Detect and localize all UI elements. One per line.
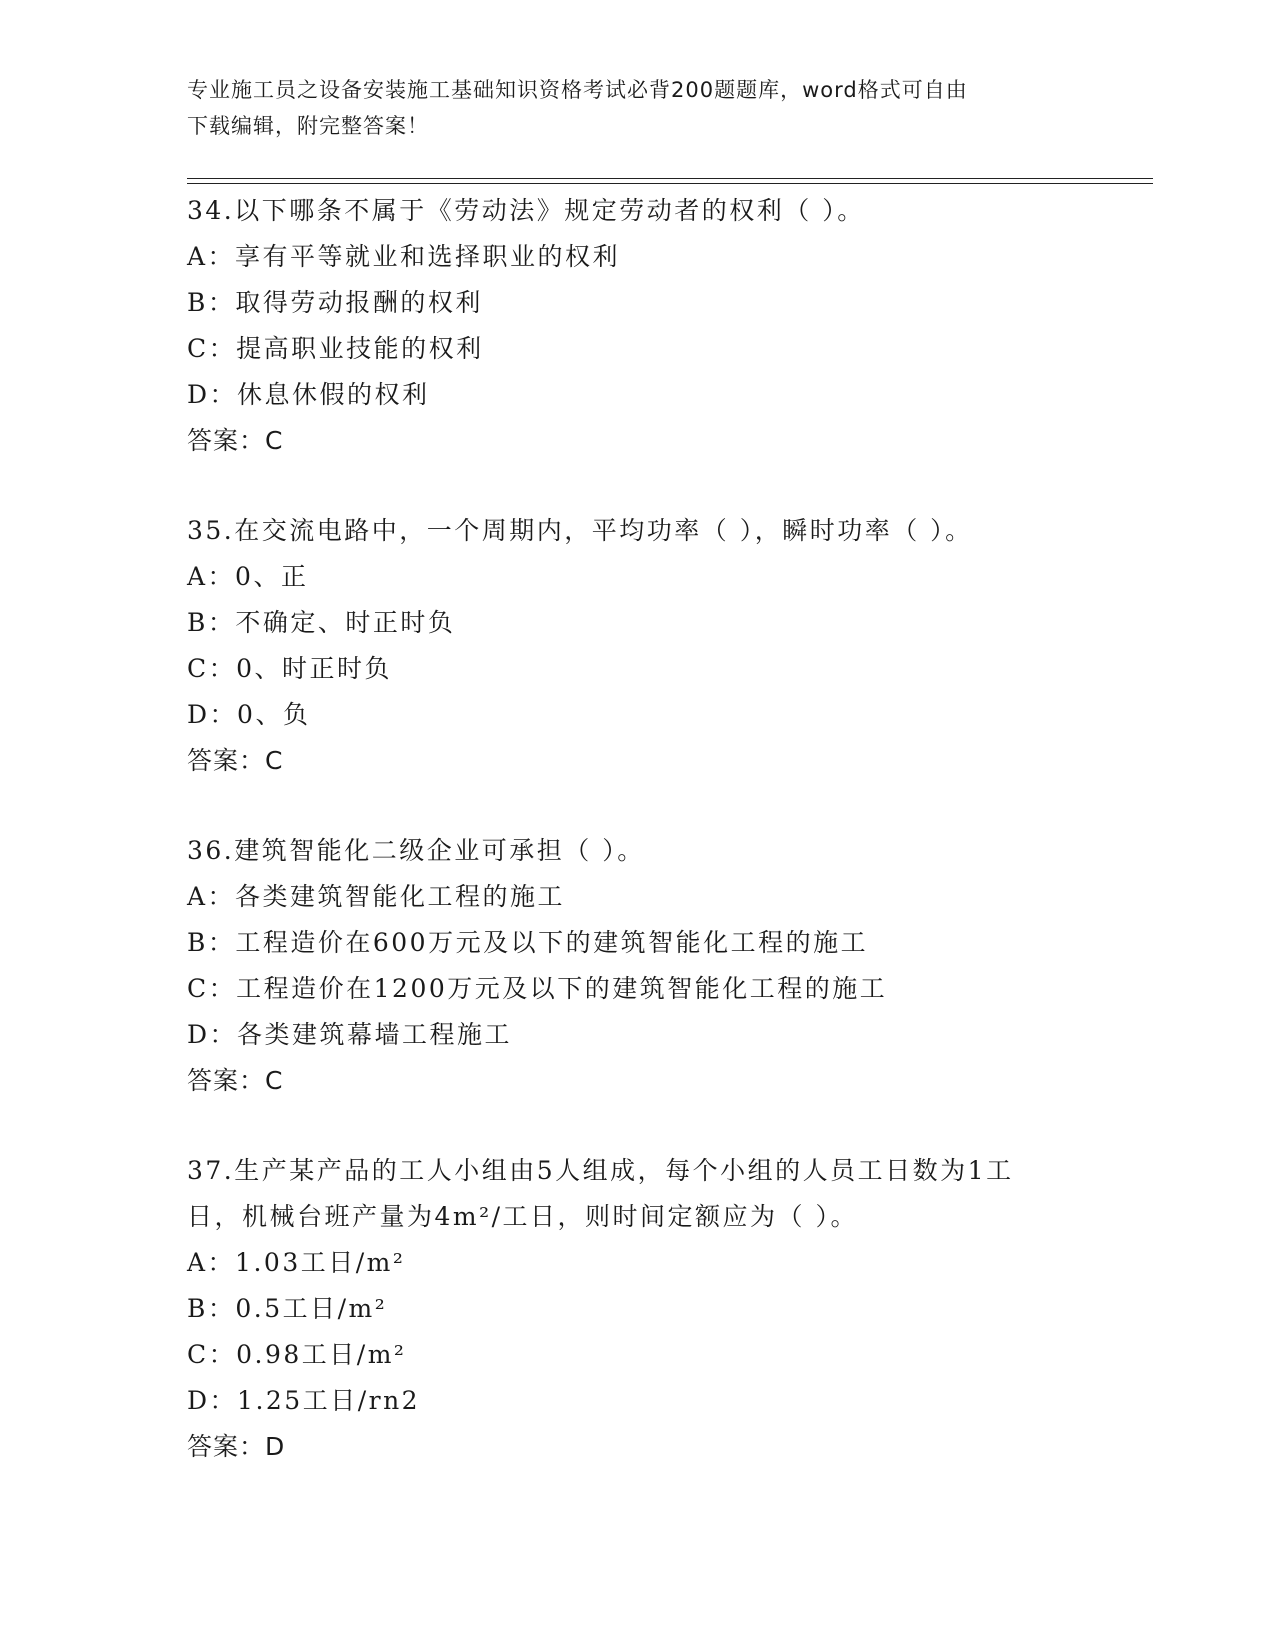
option-a: A：0、正 [187,562,309,591]
answer-text: 答案：C [187,426,284,455]
option-d: D：休息休假的权利 [187,380,430,409]
option-b: B：工程造价在600万元及以下的建筑智能化工程的施工 [187,928,869,957]
option-d: D：0、负 [187,700,311,729]
answer-text: 答案：C [187,1066,284,1095]
question-34 [187,188,1087,464]
option-b: B：不确定、时正时负 [187,608,456,637]
question-36 [187,828,1087,1104]
option-a: A：各类建筑智能化工程的施工 [187,882,566,911]
option-c: C：工程造价在1200万元及以下的建筑智能化工程的施工 [187,974,888,1003]
option-c: C：提高职业技能的权利 [187,334,484,363]
document-header [187,72,1087,144]
option-b: B：取得劳动报酬的权利 [187,288,483,317]
option-c: C：0、时正时负 [187,654,393,683]
question-stem-line-2: 日，机械台班产量为4m²/工日，则时间定额应为（ ）。 [187,1202,859,1231]
option-d: D：各类建筑幕墙工程施工 [187,1020,513,1049]
header-divider-top [187,178,1153,179]
question-35 [187,508,1087,784]
header-title-line-1: 专业施工员之设备安装施工基础知识资格考试必背200题题库，word格式可自由 [187,78,968,102]
header-divider-bottom [187,183,1153,184]
option-c: C：0.98工日/m² [187,1340,407,1369]
option-d: D：1.25工日/rn2 [187,1386,421,1415]
question-stem-line-1: 37.生产某产品的工人小组由5人组成，每个小组的人员工日数为1工 [187,1156,1014,1185]
option-b: B：0.5工日/m² [187,1294,388,1323]
option-a: A：享有平等就业和选择职业的权利 [187,242,621,271]
option-a: A：1.03工日/m² [187,1248,406,1277]
answer-text: 答案：D [187,1432,286,1461]
question-stem: 36.建筑智能化二级企业可承担（ ）。 [187,836,645,865]
answer-text: 答案：C [187,746,284,775]
header-title-line-2: 下载编辑，附完整答案！ [187,114,429,138]
question-37 [187,1148,1087,1470]
question-stem: 34.以下哪条不属于《劳动法》规定劳动者的权利（ ）。 [187,196,865,225]
question-stem: 35.在交流电路中，一个周期内，平均功率（ ），瞬时功率（ ）。 [187,516,973,545]
